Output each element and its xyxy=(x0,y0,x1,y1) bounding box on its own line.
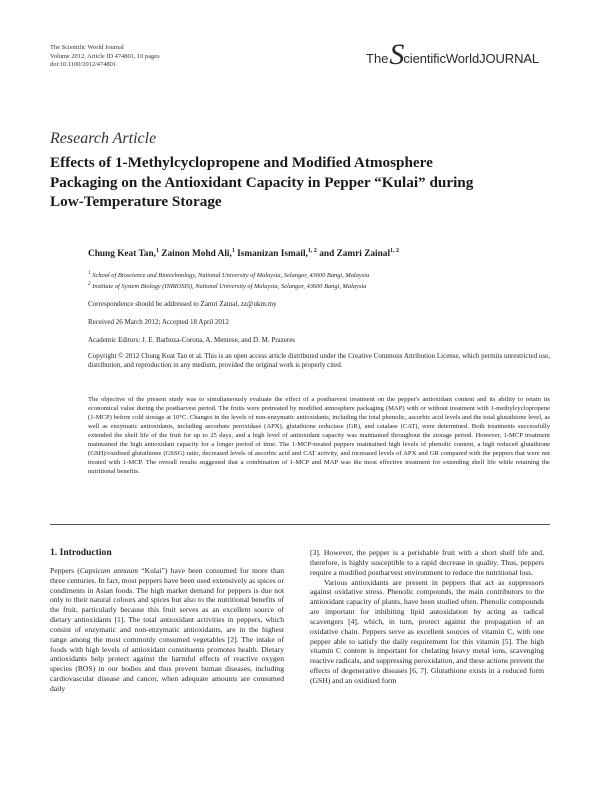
title-line: Low-Temperature Storage xyxy=(50,193,222,210)
author-affil-mark: 1 xyxy=(155,248,159,254)
received-dates: Received 26 March 2012; Accepted 18 April 2012 xyxy=(88,318,229,326)
logo-the: The xyxy=(366,51,389,66)
affiliation: $^1$ School of Bioscience and Biotechnology, National University of Malaysia, Selangor, 43600 Bangi, Malaysia xyxy=(88,270,370,280)
journal-logo xyxy=(366,38,539,70)
logo-world: World xyxy=(445,51,480,66)
doi: doi:10.1100/2012/474801 xyxy=(50,61,116,69)
paragraph: Peppers (Capsicum annuum “Kulai”) have been consumed for more than three centuries. In fact, most peppers have been used extensively as spices or condiments in Asian foods. The high market demand for peppers is due not only to their natural colours and spices but also to the nutritional benefits of the fruit, particularly because this fruit serves as an excellent source of dietary antioxidants [1]. The total antioxidant activities in peppers, which consist of enzymatic and non-enzymatic antioxidants, are in the highest range among the most commonly consumed vegetables [2]. The intake of foods with high levels of antioxidant constituents promotes health. Dietary antioxidants help protect against the harmful effects of reactive oxygen species (ROS) in our bodies and thus prevent human diseases, including cardiovascular disease and cancer, when adequate amounts are consumed daily xyxy=(50,565,284,693)
author-affil-mark: 1, 2 xyxy=(390,248,400,254)
volume-info: Volume 2012, Article ID 474801, 10 pages xyxy=(50,52,160,60)
section-divider xyxy=(50,524,550,525)
affiliation: $^2$ Institute of System Biology (INBIOSIS), National University of Malaysia, Selangor, 43600 Bangi, Malaysia xyxy=(88,281,367,291)
title-line: Packaging on the Antioxidant Capacity in Pepper “Kulai” during xyxy=(50,173,474,191)
copyright-notice: Copyright © 2012 Chung Keat Tan et al. This is an open access article distributed under the Creative Commons Attribution License, which permits unrestricted use, distribution, and reproduction in any medium, provided the original work is properly cited. xyxy=(88,352,550,369)
paper-title xyxy=(50,153,550,212)
journal-meta xyxy=(50,44,160,70)
author-name: Ismanizan Ismail, xyxy=(237,249,308,260)
article-type: Research Article xyxy=(50,130,157,147)
left-column xyxy=(50,548,284,694)
author-affil-mark: 1, 2 xyxy=(307,248,317,254)
logo-cientific: cientific xyxy=(403,51,446,66)
logo-wordmark xyxy=(403,51,539,66)
species-name: Capsicum annuum xyxy=(79,565,138,575)
logo-s: S xyxy=(389,38,405,71)
section-heading: 1. Introduction xyxy=(50,547,112,558)
abstract: The objective of the present study was to simultaneously evaluate the effect of a postharvest treatment on the pepper's antioxidant content and its ability to retain its economical value during the postharvest period. The fruits were pretreated by modified atmosphere packaging (MAP) with or without treatment with 1-methylcyclopropene (1-MCP) before cold storage at 10°C. Changes in the levels of non-enzymatic antioxidants, including the total phenolic, ascorbic acid levels and the total glutathione level, as well as enzymatic antioxidants, including ascorbate peroxidase (APX), glutathione reductase (GR), and catalase (CAT), were determined. Both treatments successfully extended the shelf life of the fruit for up to 25 days, and a high level of antioxidant capacity was maintained throughout the storage period. However, 1-MCP treatment maintained the high antioxidant capacity for a longer period of time. The 1-MCP-treated peppers maintained high levels of phenolic content, a high reduced glutathione (GSH)/oxidised glutathione (GSSG) ratio, decreased levels of ascorbic acid and CAT activity, and increased levels of APX and GR compared with the peppers that were not treated with 1-MCP. The overall results suggested that a combination of 1-MCP and MAP was the most effective treatment for extending shelf life while retaining the nutritional benefits. xyxy=(88,396,550,476)
affiliations xyxy=(88,269,550,291)
author-name: Chung Keat Tan, xyxy=(88,249,156,260)
author-affil-mark: 1 xyxy=(231,248,235,254)
journal-name: The Scientific World Journal xyxy=(50,44,124,51)
author-name: Zainon Mohd Ali, xyxy=(161,249,232,260)
paragraph: [3]. However, the pepper is a perishable fruit with a short shelf life and, therefore, is highly susceptible to a rapid decrease in quality. Thus, peppers require a modified postharvest environment to reduce the nutritional loss. xyxy=(310,548,544,577)
logo-journal: JOURNAL xyxy=(479,51,540,66)
author-list: Chung Keat Tan,$^1$ Zainon Mohd Ali,$^1$ Ismanizan Ismail,$^{1, 2}$ and Zamri Zainal$^{1, 2}$ xyxy=(88,248,400,260)
title-line: Effects of 1-Methylcyclopropene and Modified Atmosphere xyxy=(50,154,433,171)
correspondence: Correspondence should be addressed to Zamri Zainal, zz@ukm.my xyxy=(88,300,277,308)
academic-editors: Academic Editors: J. E. Barboza-Corona, A. Mentese, and D. M. Prazeres xyxy=(88,336,296,344)
author-name: Zamri Zainal xyxy=(336,249,391,260)
right-column xyxy=(310,548,544,686)
paragraph: Various antioxidants are present in peppers that act as suppressors against oxidative stress. Phenolic compounds, the main contributors to the antioxidant capacity of plants, have been studied often. Phenolic compounds are important for inhibiting lipid autoxidation by acting as radical scavengers [4], which, in turn, protect against the propagation of an oxidative chain. Peppers serve as excellent sources of vitamin C, with one pepper able to satisfy the daily requirement for this vitamin [5]. The high vitamin C content is important for chelating heavy metal ions, scavenging reactive radicals, and suppressing peroxidation, and these actions prevent the effects of degenerative diseases [6, 7]. Glutathione exists in a reduced form (GSH) and an oxidised form xyxy=(310,577,544,685)
